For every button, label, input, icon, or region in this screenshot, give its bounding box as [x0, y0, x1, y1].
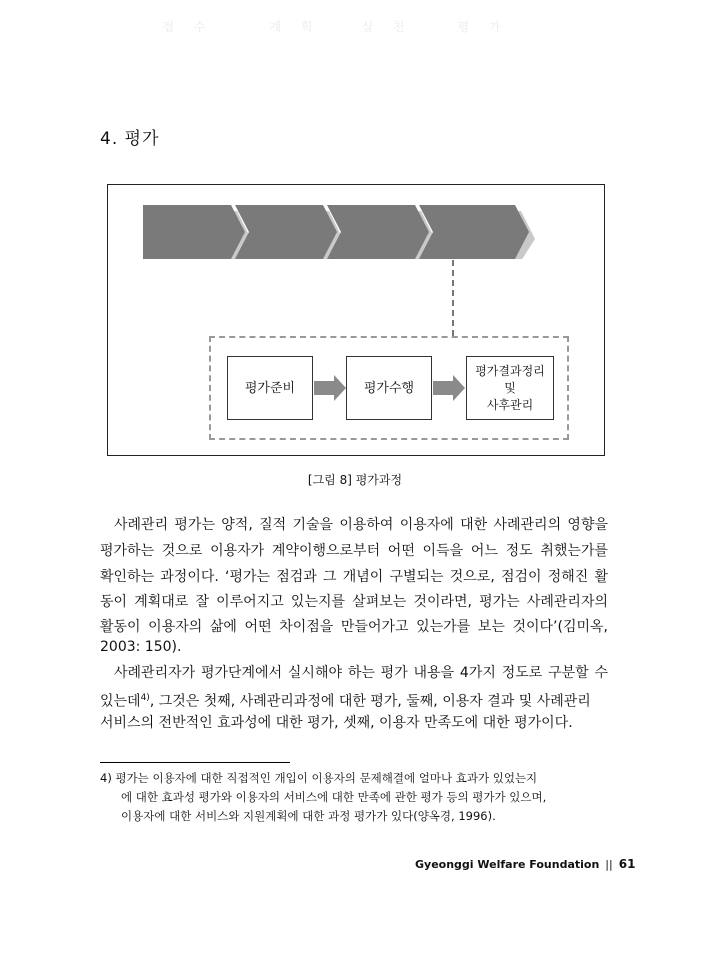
stage-label-evaluate: 평 가 [457, 20, 509, 34]
footnote-reference[interactable]: 4) [140, 693, 150, 703]
paragraph-2-line-1: 사례관리자가 평가단계에서 실시해야 하는 평가 내용을 4가지 정도로 구분할 수 [114, 665, 608, 681]
paragraph-1-line-2: 평가하는 것으로 이용자가 계약이행으로부터 어떤 이득을 어느 정도 취했는가를 [100, 543, 608, 559]
paragraph-1-line-5: 활동이 이용자의 삶에 어떤 차이점을 만들어가고 있는가를 보는 것이다’(김미옥, [100, 619, 608, 635]
stage-label-implement: 실 천 [361, 20, 413, 34]
section-title: 4. 평가 [100, 129, 160, 149]
paragraph-1-line-4: 동이 계획대로 잘 이루어지고 있는지를 살펴보는 것이라면, 평가는 사례관리자의 [100, 594, 608, 610]
connector-dashed-line [452, 260, 454, 336]
footnote-line-2: 에 대한 효과성 평가와 이용자의 서비스에 대한 만족에 관한 평가 등의 평가가 있으며, [121, 790, 547, 804]
page-number: 61 [618, 857, 636, 871]
paragraph-2-line-3: 서비스의 전반적인 효과성에 대한 평가, 셋째, 이용자 만족도에 대한 평가이다. [100, 715, 573, 731]
footnote-divider [100, 762, 290, 763]
paragraph-1-line-3: 확인하는 과정이다. ‘평가는 점검과 그 개념이 구별되는 것으로, 점검이 정해진 활 [100, 569, 608, 585]
step-label-result: 평가결과정리 [475, 363, 545, 378]
paragraph-1-line-6: 2003: 150). [100, 639, 182, 655]
step-box-result [466, 356, 554, 420]
footnote-line-3: 이용자에 대한 서비스와 지원계획에 대한 과정 평가가 있다(양옥경, 1996). [121, 809, 496, 823]
step-label-perform: 평가수행 [363, 380, 415, 396]
step-label-prepare: 평가준비 [244, 380, 296, 396]
stage-chevron-evaluate [419, 205, 537, 259]
paragraph-2-line-2: 있는데$^{4)}$, 그것은 첫째, 사례관리과정에 대한 평가, 둘째, 이용자 결과 및 사례관리 [100, 693, 591, 710]
step-arrow-2 [433, 375, 465, 401]
footer-separator: || [605, 858, 613, 871]
step-arrow-1 [314, 375, 346, 401]
page-footer [415, 857, 636, 871]
step-label-followup: 사후관리 [486, 397, 534, 412]
stage-label-plan: 계 획 [269, 20, 321, 34]
paragraph-1-line-1: 사례관리 평가는 양적, 질적 기술을 이용하여 이용자에 대한 사례관리의 영향을 [114, 517, 608, 533]
footer-org: Gyeonggi Welfare Foundation [415, 858, 600, 871]
step-label-and: 및 [504, 380, 516, 395]
step-box-perform [346, 356, 432, 420]
step-box-prepare [227, 356, 313, 420]
footnote-line-1: 4) 평가는 이용자에 대한 직접적인 개입이 이용자의 문제해결에 얼마나 효과가 있었는지 [100, 771, 538, 785]
stage-label-intake: 접 수 [162, 20, 214, 34]
figure-caption: [그림 8] 평가과정 [307, 473, 403, 487]
